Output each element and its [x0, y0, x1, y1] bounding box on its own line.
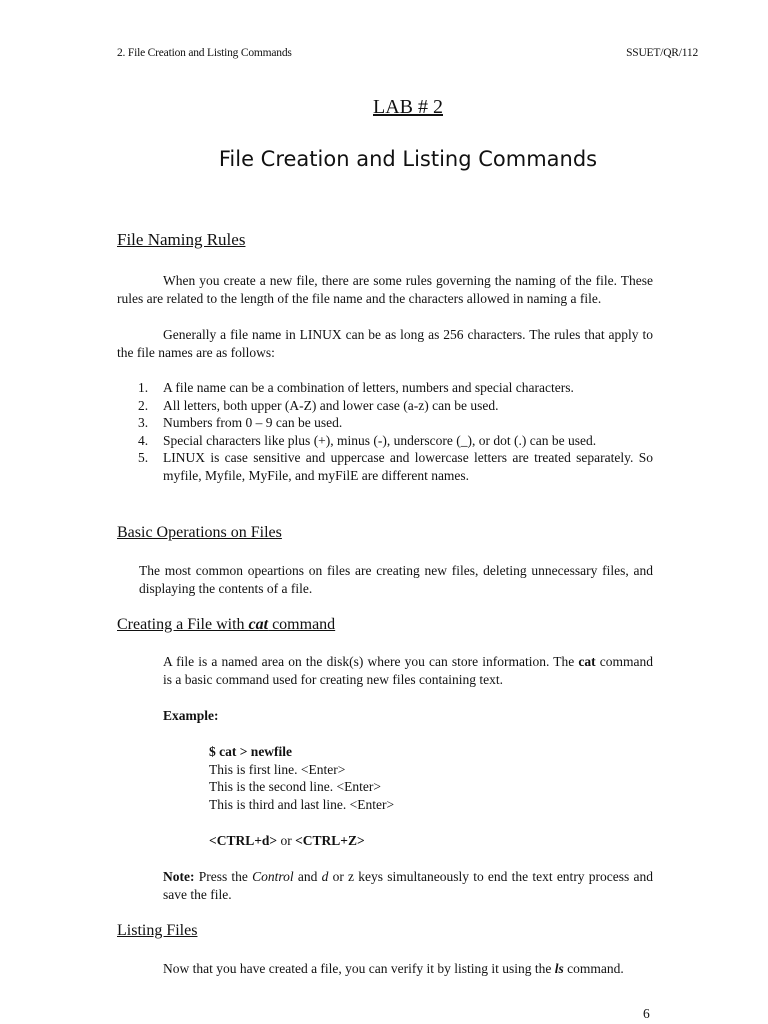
list-item: [138, 449, 653, 484]
list-number: 2.: [138, 397, 149, 413]
example-line: This is the second line. <Enter>: [209, 779, 381, 794]
list-item: [138, 379, 653, 397]
page-number: 6: [643, 1006, 650, 1021]
section-heading-naming-rules: File Naming Rules: [117, 230, 246, 249]
ctrl-z-text: <CTRL+Z>: [295, 833, 365, 848]
example-label: [163, 707, 219, 725]
heading-text: command: [268, 616, 336, 633]
list-item-text: A file name can be a combination of letters, numbers and special characters.: [163, 380, 574, 395]
list-number: 4.: [138, 432, 149, 448]
paragraph-text: Now that you have created a file, you can verify it by listing it using the: [163, 961, 555, 976]
heading-text: Creating a File with: [117, 616, 249, 633]
basic-operations-paragraph: The most common opeartions on files are creating new files, deleting unnecessary files, and displaying the contents of a file.: [139, 563, 653, 596]
paragraph-text: command is a basic command used for creating new files containing text.: [163, 654, 653, 687]
cat-paragraph: [163, 653, 653, 688]
note-text: or z keys simultaneously to end the text entry process and save the file.: [163, 869, 653, 902]
list-item: [138, 432, 653, 450]
lab-number: LAB # 2: [373, 96, 443, 118]
note-paragraph: [163, 868, 653, 903]
naming-paragraph-2: Generally a file name in LINUX can be as long as 256 characters. The rules that apply to the file names are as follows:: [117, 327, 653, 360]
list-number: 5.: [138, 450, 149, 465]
section-heading-listing-files: Listing Files: [117, 922, 198, 939]
list-item: [138, 397, 653, 415]
heading-command: cat: [248, 616, 269, 633]
section-heading-basic-operations: Basic Operations on Files: [117, 524, 282, 541]
note-label: Note:: [163, 869, 195, 884]
example-line: This is third and last line. <Enter>: [209, 796, 395, 812]
list-item-text: All letters, both upper (A-Z) and lower case (a-z) can be used.: [163, 397, 499, 413]
naming-paragraph-1: When you create a new file, there are some rules governing the naming of the file. These rules are related to the length of the file name and the characters allowed in naming a file.: [117, 273, 653, 306]
list-item-text: Numbers from 0 – 9 can be used.: [163, 415, 343, 430]
paragraph-text: A file is a named area on the disk(s) where you can store information. The: [163, 654, 579, 669]
ctrl-keys-line: [209, 832, 365, 850]
note-d-text: d: [321, 869, 329, 884]
running-header-left: 2. File Creation and Listing Commands: [117, 47, 292, 59]
example-block: [209, 743, 394, 813]
naming-rules-list: [138, 379, 653, 484]
example-line: This is first line. <Enter>: [209, 761, 346, 777]
list-number: 1.: [138, 380, 149, 395]
list-number: 3.: [138, 415, 149, 430]
page-title: File Creation and Listing Commands: [218, 147, 598, 171]
note-text: and: [293, 869, 322, 884]
ls-command-text: ls: [554, 961, 564, 976]
list-item-text: LINUX is case sensitive and uppercase and lowercase letters are treated separately. So myfile, Myfile, MyFile, and myFilE are different names.: [163, 450, 653, 483]
listing-paragraph: [117, 960, 653, 978]
note-control-text: Control: [252, 869, 294, 884]
list-item-text: Special characters like plus (+), minus (-), underscore (_), or dot (.) can be used.: [163, 432, 597, 448]
example-command-text: $ cat > newfile: [209, 744, 293, 759]
paragraph-text: command.: [563, 961, 624, 976]
example-label-text: Example:: [163, 708, 219, 723]
example-command: [209, 743, 394, 761]
section-heading-cat: [117, 616, 335, 634]
running-header-right: SSUET/QR/112: [626, 47, 698, 59]
note-text: Press the: [194, 869, 253, 884]
ctrl-d-text: <CTRL+d>: [209, 833, 278, 848]
or-text: or: [277, 833, 296, 848]
list-item: [138, 414, 653, 432]
cat-command-text: cat: [578, 654, 596, 669]
